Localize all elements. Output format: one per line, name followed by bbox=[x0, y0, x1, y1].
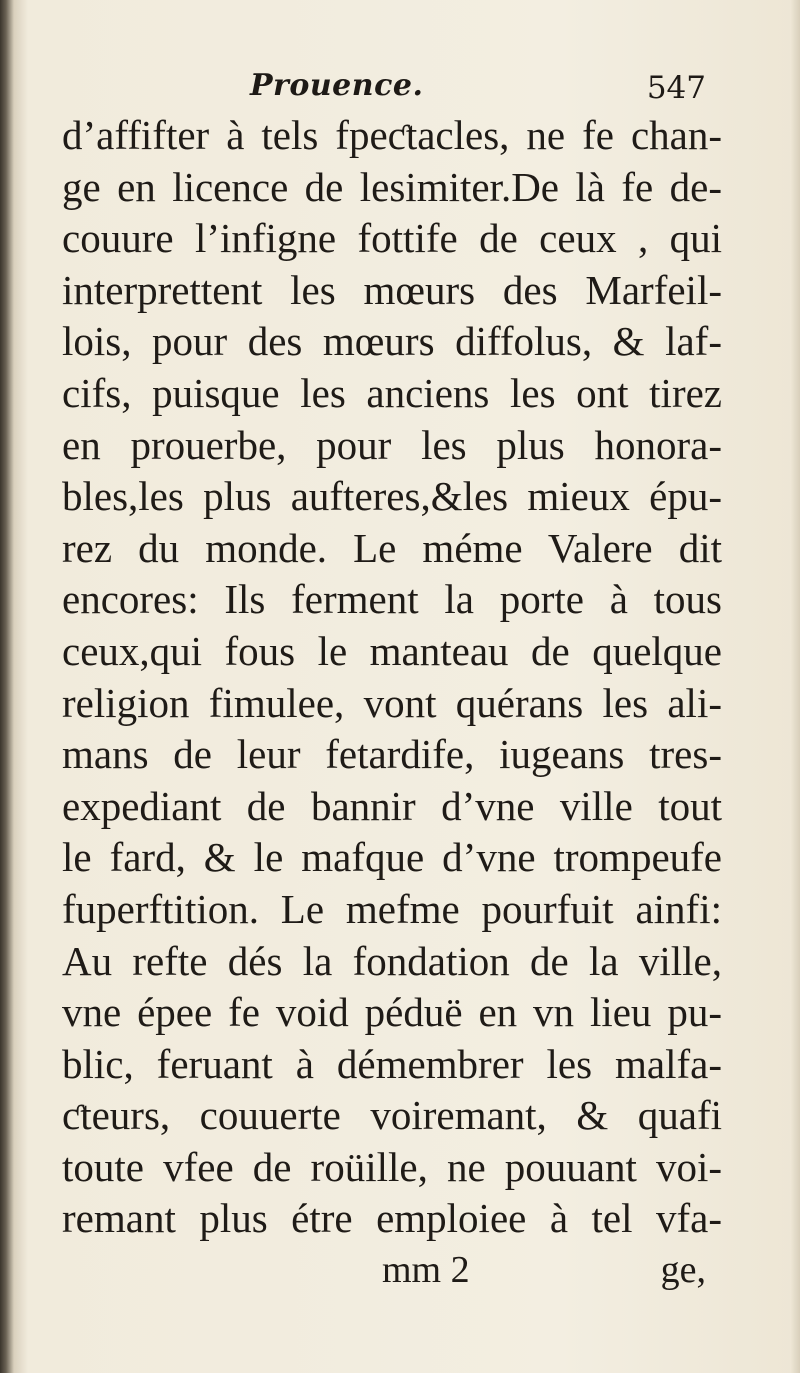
text-line: Au refte dés la fondation de la ville, bbox=[62, 937, 722, 984]
running-title: Prouence. bbox=[250, 68, 424, 103]
text-line: rez du monde. Le méme Valere dit bbox=[62, 524, 722, 571]
page-edge bbox=[790, 0, 800, 1373]
text-line: lois, pour des mœurs diffolus, & laf- bbox=[62, 318, 722, 365]
text-line: ƈteurs, couuerte voiremant, & quafi bbox=[62, 1092, 722, 1139]
running-head bbox=[62, 68, 722, 108]
page-footer bbox=[62, 1248, 722, 1298]
text-line: ge en licence de lesimiter.De là fe de- bbox=[62, 163, 722, 210]
text-line: vne épee fe void péduë en vn lieu pu- bbox=[62, 989, 722, 1036]
text-line: le fard, & le mafque d’vne trompeufe bbox=[62, 834, 722, 881]
text-line: mans de leur fetardife, iugeans tres- bbox=[62, 731, 722, 778]
text-line: encores: Ils ferment la porte à tous bbox=[62, 576, 722, 623]
signature-mark: mm 2 bbox=[382, 1249, 470, 1291]
text-line: fuperftition. Le mefme pourfuit ainfi: bbox=[62, 885, 722, 932]
text-line: couure l’infigne fottife de ceux , qui bbox=[62, 215, 722, 262]
text-line: blic, feruant à démembrer les malfa- bbox=[62, 1040, 722, 1087]
text-line: toute vfee de roüille, ne pouuant voi- bbox=[62, 1143, 722, 1190]
text-line: d’affifter à tels fpeƈtacles, ne fe chan- bbox=[62, 112, 722, 158]
page-number: 547 bbox=[646, 70, 706, 106]
text-line: ceux,qui fous le manteau de quelque bbox=[62, 627, 722, 674]
text-line: religion fimulee, vont quérans les ali- bbox=[62, 679, 722, 726]
text-line: bles,les plus aufteres,&les mieux épu- bbox=[62, 473, 722, 520]
text-line: remant plus étre emploiee à tel vfa- bbox=[62, 1195, 722, 1242]
text-line: expediant de bannir d’vne ville tout bbox=[62, 782, 722, 829]
text-line: en prouerbe, pour les plus honora- bbox=[62, 421, 722, 468]
text-line: cifs, puisque les anciens les ont tirez bbox=[62, 369, 722, 416]
catchword: ge, bbox=[660, 1249, 706, 1291]
body-text bbox=[62, 110, 722, 1245]
text-line: interprettent les mœurs des Marfeil- bbox=[62, 266, 722, 313]
